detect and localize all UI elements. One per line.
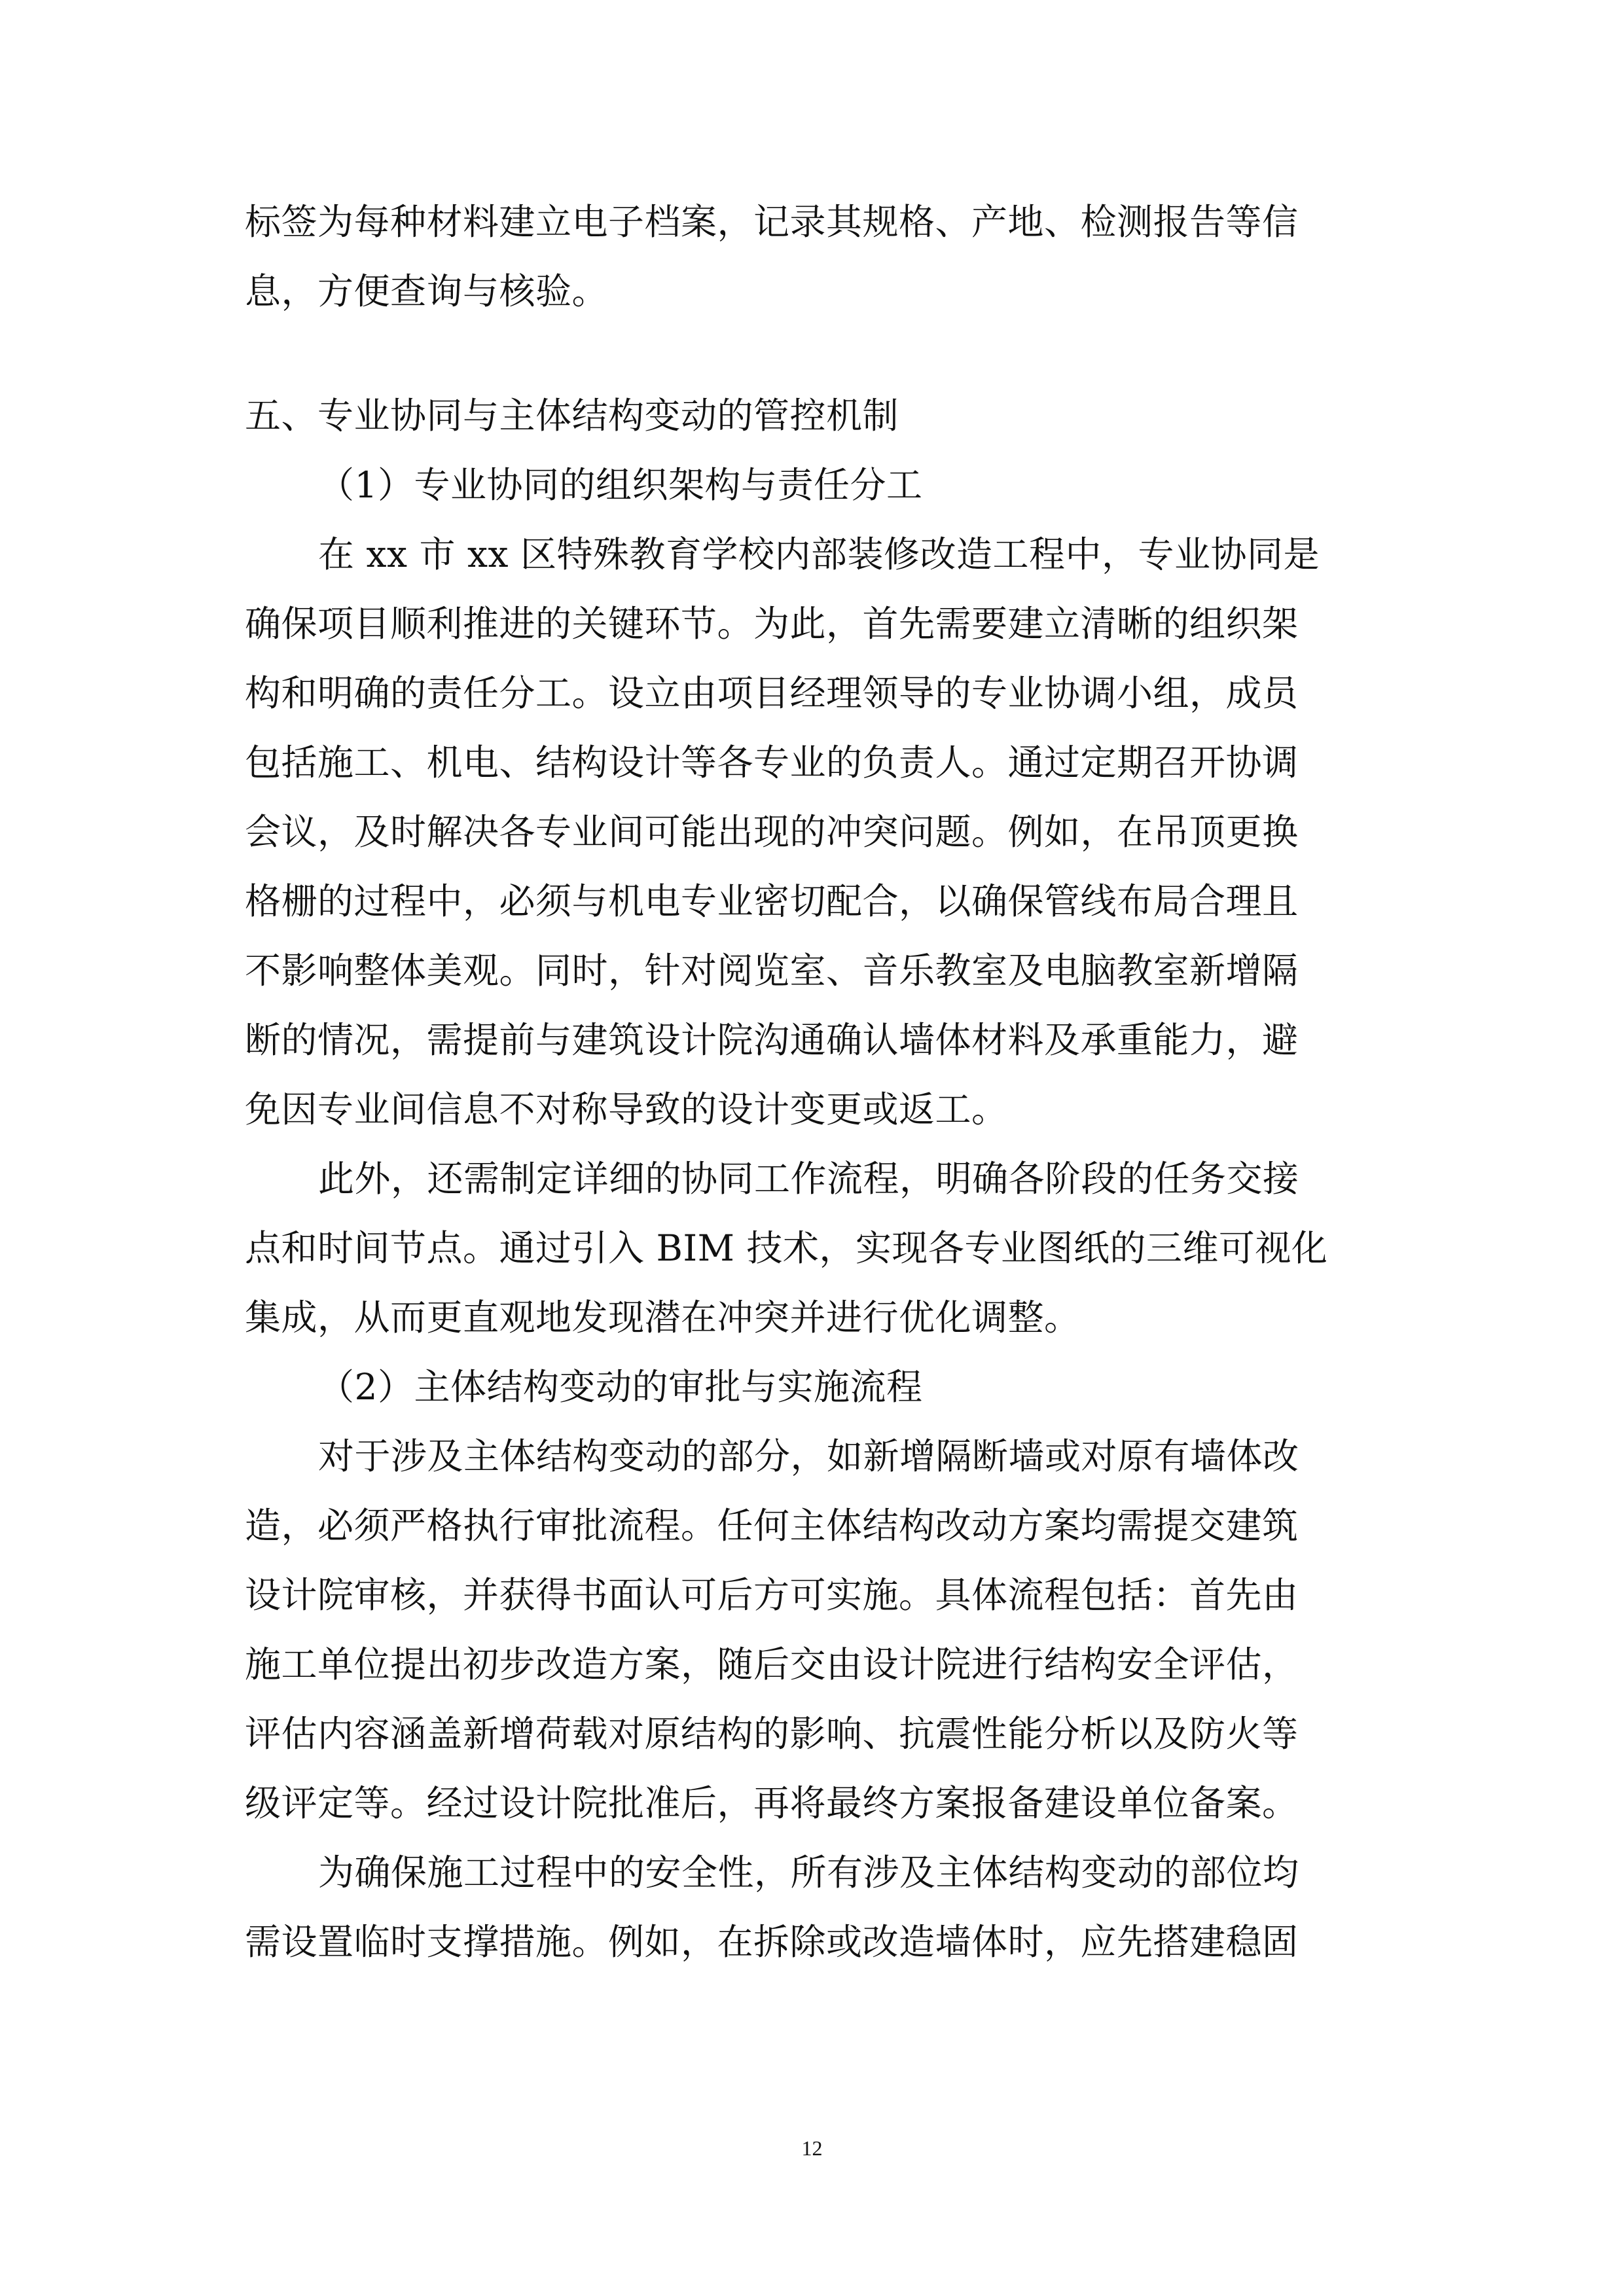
paragraph-line: 确保项目顺利推进的关键环节。为此，首先需要建立清晰的组织架 [245,603,1299,645]
subsection-heading: （1）专业协同的组织架构与责任分工 [318,464,923,506]
paragraph-line: 格栅的过程中，必须与机电专业密切配合，以确保管线布局合理且 [245,880,1299,922]
paragraph-line: 标签为每种材料建立电子档案，记录其规格、产地、检测报告等信 [245,201,1299,243]
section-heading: 五、专业协同与主体结构变动的管控机制 [245,395,899,437]
paragraph-line: 集成，从而更直观地发现潜在冲突并进行优化调整。 [245,1297,1081,1338]
paragraph-line: 免因专业间信息不对称导致的设计变更或返工。 [245,1088,1008,1130]
paragraph-line: 此外，还需制定详细的协同工作流程，明确各阶段的任务交接 [318,1158,1299,1200]
paragraph-line: 不影响整体美观。同时，针对阅览室、音乐教室及电脑教室新增隔 [245,950,1299,992]
page-number: 12 [801,2136,823,2160]
paragraph-line: 构和明确的责任分工。设立由项目经理领导的专业协调小组，成员 [245,672,1299,714]
paragraph-line: 息，方便查询与核验。 [245,270,609,312]
paragraph-line: 点和时间节点。通过引入 BIM 技术，实现各专业图纸的三维可视化 [245,1227,1328,1269]
paragraph-line: 为确保施工过程中的安全性，所有涉及主体结构变动的部位均 [318,1852,1299,1893]
paragraph-line: 评估内容涵盖新增荷载对原结构的影响、抗震性能分析以及防火等 [245,1713,1299,1755]
subsection-heading: （2）主体结构变动的审批与实施流程 [318,1366,923,1408]
paragraph-line: 设计院审核，并获得书面认可后方可实施。具体流程包括：首先由 [245,1574,1299,1616]
paragraph-line: 对于涉及主体结构变动的部分，如新增隔断墙或对原有墙体改 [318,1435,1299,1477]
paragraph-line: 级评定等。经过设计院批准后，再将最终方案报备建设单位备案。 [245,1782,1299,1824]
paragraph-line: 需设置临时支撑措施。例如，在拆除或改造墙体时，应先搭建稳固 [245,1921,1299,1963]
paragraph-line: 会议，及时解决各专业间可能出现的冲突问题。例如，在吊顶更换 [245,811,1299,853]
paragraph-line: 造，必须严格执行审批流程。任何主体结构改动方案均需提交建筑 [245,1505,1299,1547]
paragraph-line: 施工单位提出初步改造方案，随后交由设计院进行结构安全评估， [245,1643,1299,1685]
paragraph-line: 断的情况，需提前与建筑设计院沟通确认墙体材料及承重能力，避 [245,1019,1299,1061]
paragraph-line: 包括施工、机电、结构设计等各专业的负责人。通过定期召开协调 [245,742,1299,783]
paragraph-line: 在 xx 市 xx 区特殊教育学校内部装修改造工程中，专业协同是 [318,533,1320,575]
